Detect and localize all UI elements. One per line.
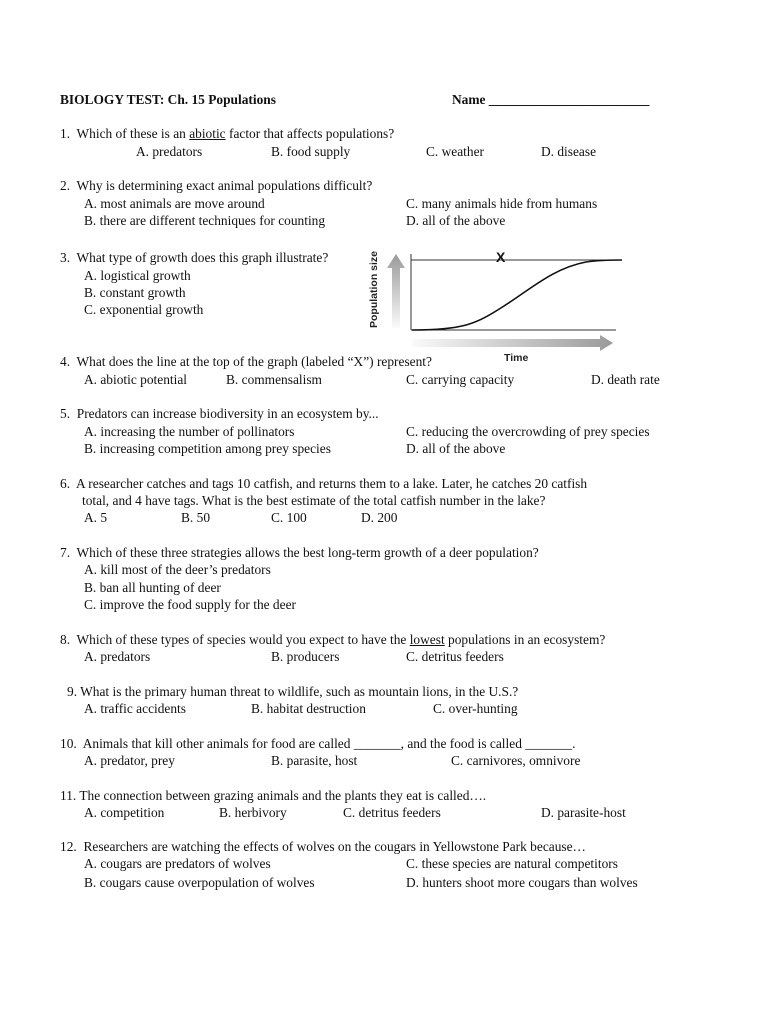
x-axis-arrow (412, 335, 613, 351)
choice-4a[interactable]: A. abiotic potential (84, 372, 188, 387)
choice-4d[interactable]: D. death rate (591, 372, 660, 387)
logistic-curve (412, 260, 622, 330)
choice-6b[interactable]: B. 50 (181, 510, 211, 525)
question-4: 4. What does the line at the top of the graph (labeled “X”) represent? (60, 354, 432, 369)
question-1: 1. Which of these is an abiotic factor that affects populations? (60, 126, 395, 141)
choice-12c[interactable]: C. these species are natural competitors (406, 856, 618, 871)
y-axis-label: Population size (368, 250, 380, 328)
question-6-line2: total, and 4 have tags. What is the best estimate of the total catfish number in the lake? (82, 493, 546, 508)
question-10: 10. Animals that kill other animals for food are called _______, and the food is called _______. (60, 736, 576, 751)
line-x-label: X (496, 249, 506, 265)
choice-10a[interactable]: A. predator, prey (84, 753, 175, 768)
choice-9a[interactable]: A. traffic accidents (84, 701, 186, 716)
question-3: 3. What type of growth does this graph illustrate? (60, 250, 329, 265)
choice-5b[interactable]: B. increasing competition among prey species (84, 441, 331, 456)
x-axis-label: Time (504, 352, 529, 364)
choice-10c[interactable]: C. carnivores, omnivore (451, 753, 581, 768)
question-12: 12. Researchers are watching the effects of wolves on the cougars in Yellowstone Park because… (60, 839, 586, 854)
choice-1b[interactable]: B. food supply (271, 144, 351, 159)
choice-11d[interactable]: D. parasite-host (541, 805, 626, 820)
choice-5c[interactable]: C. reducing the overcrowding of prey species (406, 424, 650, 439)
choice-2d[interactable]: D. all of the above (406, 213, 506, 228)
choice-3b[interactable]: B. constant growth (84, 285, 186, 300)
choice-8c[interactable]: C. detritus feeders (406, 649, 504, 664)
question-5: 5. Predators can increase biodiversity in an ecosystem by... (60, 406, 379, 421)
choice-2a[interactable]: A. most animals are move around (84, 196, 265, 211)
choice-11a[interactable]: A. competition (84, 805, 165, 820)
choice-7c[interactable]: C. improve the food supply for the deer (84, 597, 296, 612)
question-11: 11. The connection between grazing animals and the plants they eat is called…. (60, 788, 487, 803)
choice-2b[interactable]: B. there are different techniques for counting (84, 213, 326, 228)
choice-8b[interactable]: B. producers (271, 649, 340, 664)
question-8: 8. Which of these types of species would you expect to have the lowest populations in an ecosystem? (60, 632, 606, 647)
name-field-label: Name ________________________ (452, 92, 650, 107)
choice-7b[interactable]: B. ban all hunting of deer (84, 580, 221, 595)
question-9: 9. What is the primary human threat to wildlife, such as mountain lions, in the U.S.? (67, 684, 519, 699)
choice-1d[interactable]: D. disease (541, 144, 597, 159)
choice-4c[interactable]: C. carrying capacity (406, 372, 515, 387)
choice-12d[interactable]: D. hunters shoot more cougars than wolves (406, 875, 638, 890)
choice-5a[interactable]: A. increasing the number of pollinators (84, 424, 295, 439)
choice-5d[interactable]: D. all of the above (406, 441, 506, 456)
choice-2c[interactable]: C. many animals hide from humans (406, 196, 598, 211)
question-2: 2. Why is determining exact animal populations difficult? (60, 178, 373, 193)
choice-6d[interactable]: D. 200 (361, 510, 398, 525)
choice-3c[interactable]: C. exponential growth (84, 302, 204, 317)
choice-12a[interactable]: A. cougars are predators of wolves (84, 856, 271, 871)
choice-11c[interactable]: C. detritus feeders (343, 805, 441, 820)
choice-12b[interactable]: B. cougars cause overpopulation of wolves (84, 875, 315, 890)
choice-3a[interactable]: A. logistical growth (84, 268, 191, 283)
question-7: 7. Which of these three strategies allows the best long-term growth of a deer population? (60, 545, 539, 560)
choice-9b[interactable]: B. habitat destruction (251, 701, 366, 716)
choice-6a[interactable]: A. 5 (84, 510, 108, 525)
choice-4b[interactable]: B. commensalism (226, 372, 322, 387)
choice-1c[interactable]: C. weather (426, 144, 485, 159)
logistic-growth-graph (364, 244, 624, 368)
question-6: 6. A researcher catches and tags 10 catfish, and returns them to a lake. Later, he catches 20 catfish (60, 476, 588, 491)
y-axis-arrow (387, 254, 405, 328)
choice-6c[interactable]: C. 100 (271, 510, 307, 525)
choice-1a[interactable]: A. predators (136, 144, 203, 159)
choice-11b[interactable]: B. herbivory (219, 805, 287, 820)
test-title: BIOLOGY TEST: Ch. 15 Populations (60, 92, 276, 107)
choice-10b[interactable]: B. parasite, host (271, 753, 358, 768)
choice-8a[interactable]: A. predators (84, 649, 151, 664)
choice-7a[interactable]: A. kill most of the deer’s predators (84, 562, 271, 577)
choice-9c[interactable]: C. over-hunting (433, 701, 518, 716)
